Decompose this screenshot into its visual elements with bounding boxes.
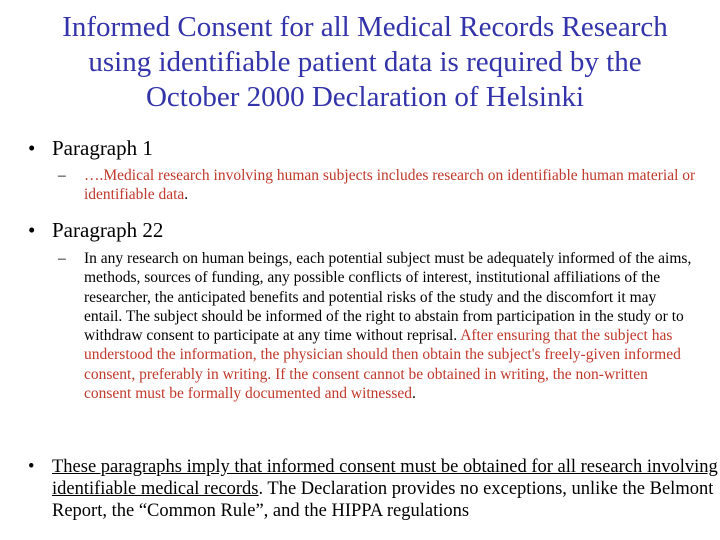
- title-line-3: October 2000 Declaration of Helsinki: [145, 81, 585, 113]
- bullet-heading: Paragraph 22: [52, 218, 164, 242]
- quote-red-text: ….Medical research involving human subjects includes research on identifiable human material or identifiable data: [84, 167, 696, 204]
- bullet-marker: •: [28, 218, 36, 242]
- paragraph-22-quote: [84, 249, 696, 403]
- conclusion-underlined: These paragraphs imply that informed consent must be obtained for all research involving identifiable medical records: [52, 457, 718, 499]
- bullet-marker: •: [28, 136, 36, 160]
- bullet-heading: Paragraph 1: [52, 136, 153, 160]
- quote-black-text: In any research on human beings, each potential subject must be adequately informed of the aims, methods, sources of funding, any possible conflicts of interest, institutional affiliations of the researcher, the anticipated benefits and potential risks of the study and the discomfort it may entail. The subject should be informed of the right to abstain from participation in the study or to withdraw consent to participate at any time without reprisal.: [84, 250, 692, 345]
- conclusion-rest: . The Declaration provides no exceptions, unlike the Belmont Report, the “Common Rule”, and the HIPPA regulations: [52, 479, 714, 521]
- title-line-2: using identifiable patient data is required by the: [88, 46, 642, 78]
- conclusion-text: [52, 456, 720, 522]
- dash-marker: –: [58, 250, 66, 267]
- quote-end: .: [412, 385, 416, 403]
- quote-red-text: After ensuring that the subject has understood the information, the physician should then obtain the subject's freely-given informed consent, preferably in writing. If the consent cannot be obtained in writing, the non-written consent must be formally documented and witnessed: [84, 327, 681, 403]
- paragraph-1-quote: [84, 166, 696, 205]
- title-line-1: Informed Consent for all Medical Records Research: [62, 11, 668, 43]
- dash-marker: –: [58, 167, 66, 184]
- quote-end: .: [184, 186, 189, 204]
- bullet-marker: •: [28, 457, 35, 477]
- slide-title: [20, 10, 710, 115]
